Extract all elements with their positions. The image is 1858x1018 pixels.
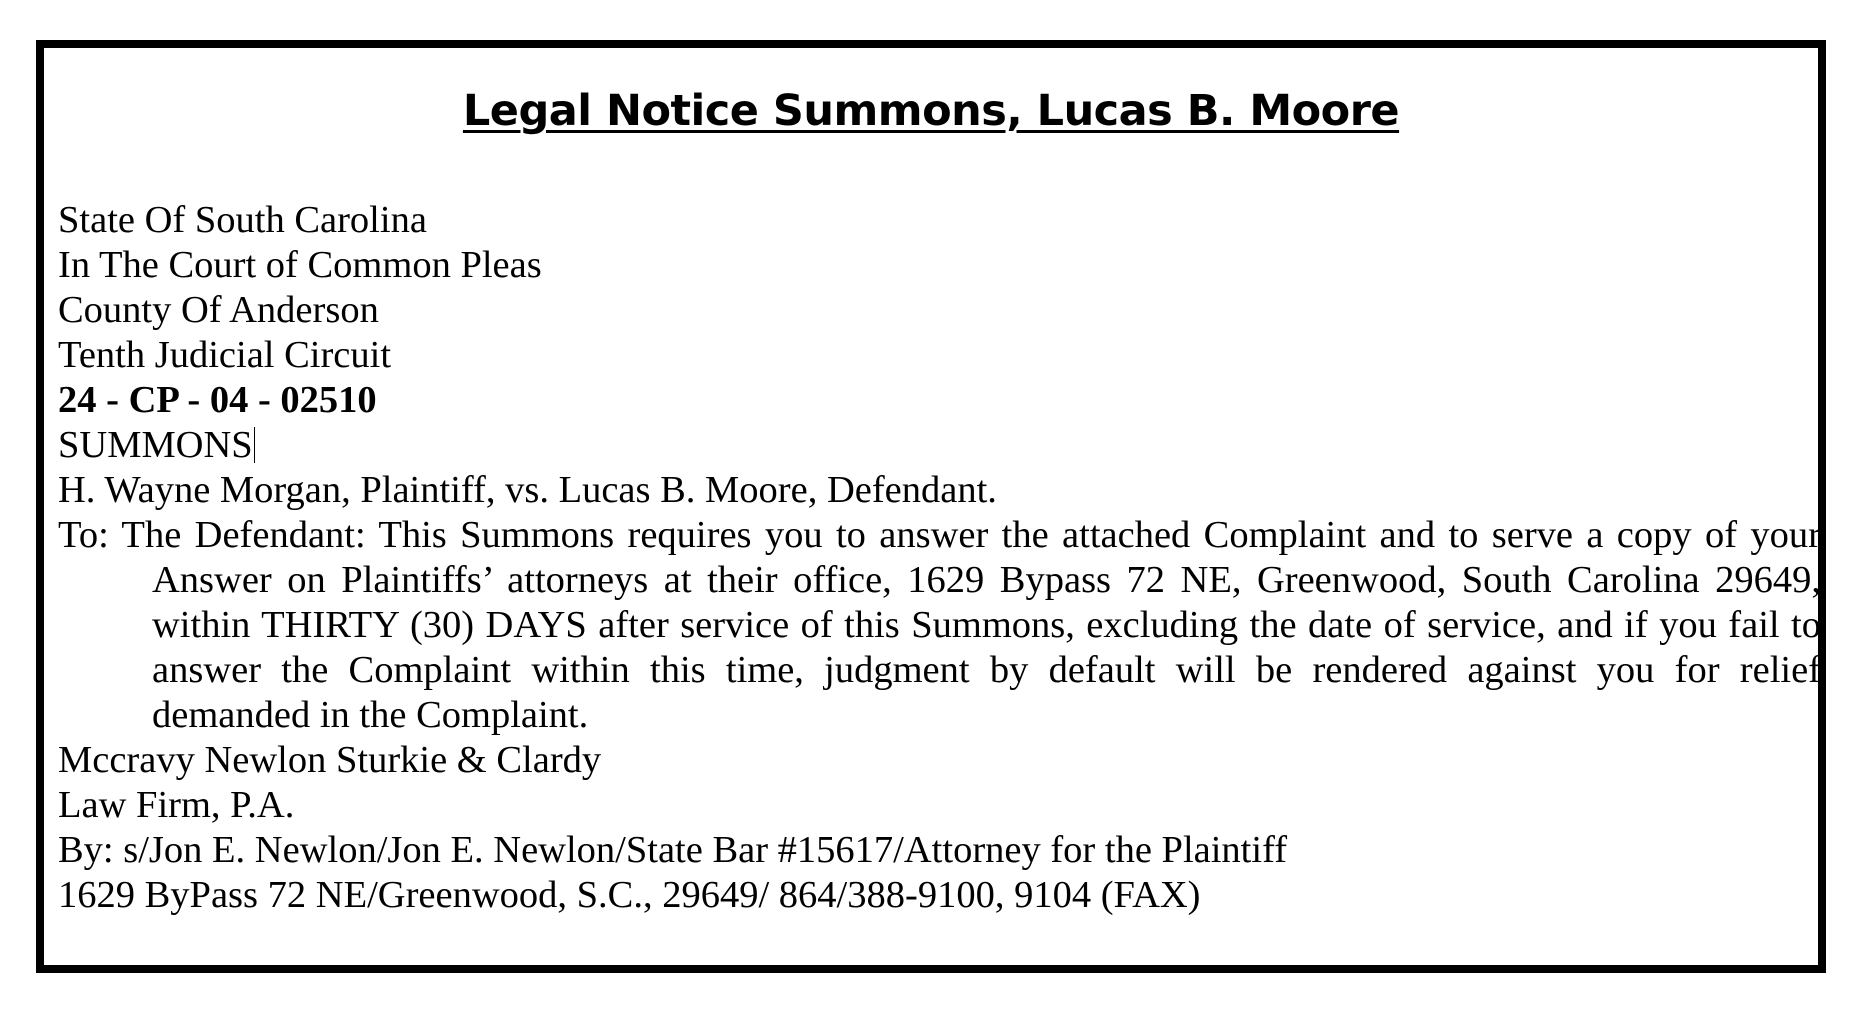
text-cursor [254,427,255,463]
notice-body [58,198,1821,918]
signature-line: By: s/Jon E. Newlon/Jon E. Newlon/State Bar #15617/Attorney for the Plaintiff [58,829,1288,871]
firm-name-line-2: Law Firm, P.A. [58,784,295,826]
notice-frame [36,40,1826,973]
instructions-paragraph: To: The Defendant: This Summons requires you to answer the attached Complaint and to serve a copy of your Answer on Plaintiffs’ attorneys at their office, 1629 Bypass 72 NE, Greenwood, South Carolina 29649, within THIRTY (30) DAYS after service of this Summons, excluding the date of service, and if you fail to answer the Complaint within this time, judgment by default will be rendered against you for relief demanded in the Complaint. [58,514,1821,736]
county-line: County Of Anderson [58,289,379,331]
case-number: 24 - CP - 04 - 02510 [58,379,377,421]
document-type: SUMMONS [58,424,253,466]
address-line: 1629 ByPass 72 NE/Greenwood, S.C., 29649/ 864/388-9100, 9104 (FAX) [58,874,1201,916]
firm-name-line-1: Mccravy Newlon Sturkie & Clardy [58,739,602,781]
circuit-line: Tenth Judicial Circuit [58,334,392,376]
court-line: In The Court of Common Pleas [58,244,542,286]
notice-title: Legal Notice Summons, Lucas B. Moore [462,86,1400,136]
state-line: State Of South Carolina [58,199,427,241]
document-type-line[interactable] [58,423,1821,468]
parties-line: H. Wayne Morgan, Plaintiff, vs. Lucas B. Moore, Defendant. [58,469,997,511]
